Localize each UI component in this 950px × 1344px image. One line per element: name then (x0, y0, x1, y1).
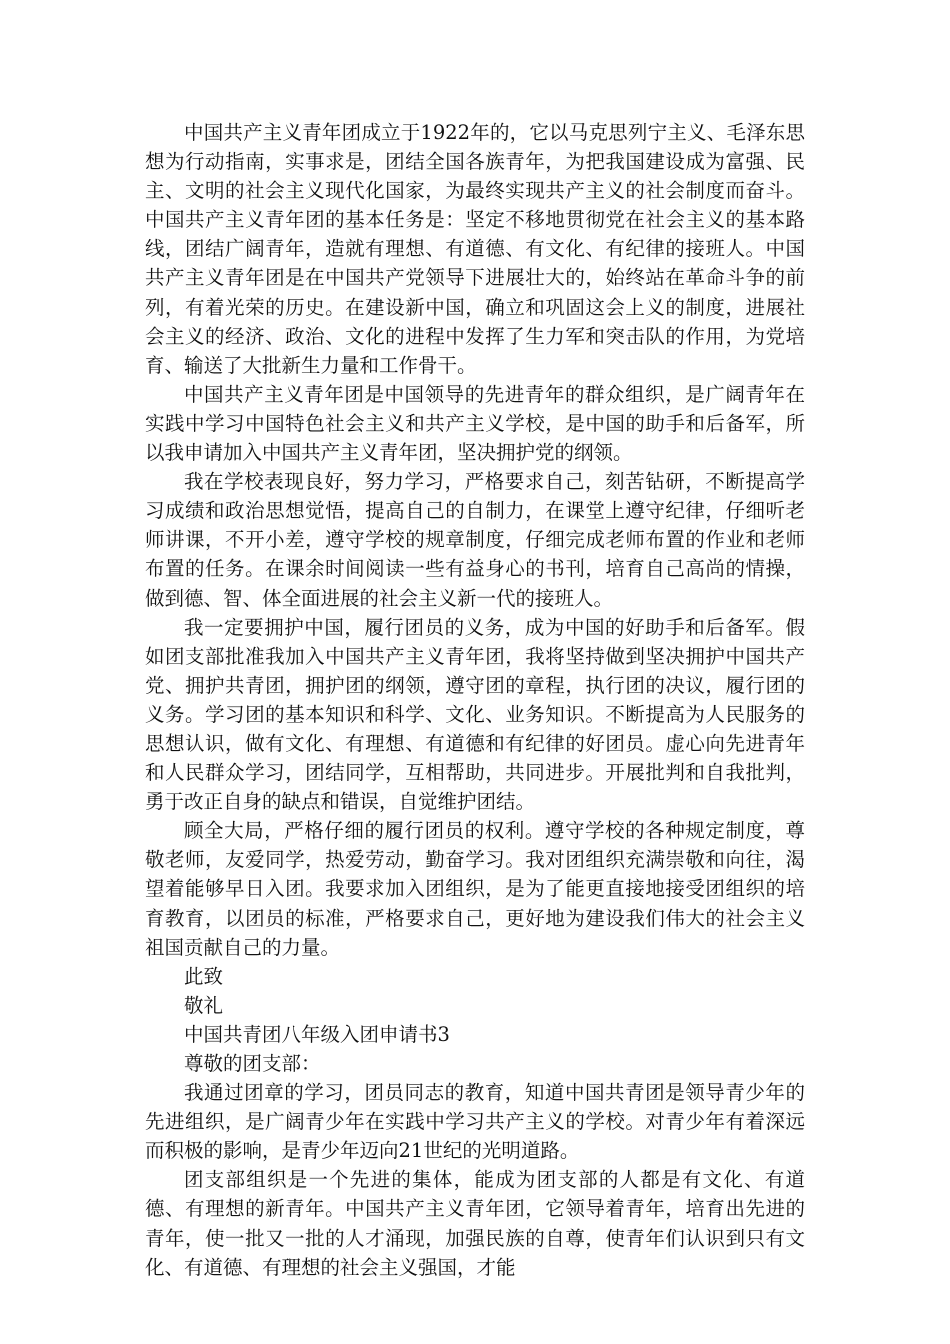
paragraph-2: 中国共产主义青年团是中国领导的先进青年的群众组织，是广阔青年在实践中学习中国特色社会主义和共产主义学校，是中国的助手和后备军，所以我申请加入中国共产主义青年团，坚决拥护党的纲领。 (145, 382, 805, 465)
document-body (145, 118, 805, 1282)
paragraph-4: 我一定要拥护中国，履行团员的义务，成为中国的好助手和后备军。假如团支部批准我加入中国共产主义青年团，我将坚持做到坚决拥护中国共产党、拥护共青团，拥护团的纲领，遵守团的章程，执行团的决议，履行团的义务。学习团的基本知识和科学、文化、业务知识。不断提高为人民服务的思想认识，做有文化、有理想、有道德和有纪律的好团员。虚心向先进青年和人民群众学习，团结同学，互相帮助，共同进步。开展批判和自我批判，勇于改正自身的缺点和错误，自觉维护团结。 (145, 615, 805, 814)
salutation: 尊敬的团支部： (184, 1052, 321, 1075)
closing-ci-zhi: 此致 (184, 964, 224, 988)
paragraph-3: 我在学校表现良好，努力学习，严格要求自己，刻苦钻研，不断提高学习成绩和政治思想觉悟，提高自己的自制力，在课堂上遵守纪律，仔细听老师讲课，不开小差，遵守学校的规章制度，仔细完成老师布置的作业和老师布置的任务。在课余时间阅读一些有益身心的书刊，培育自己高尚的情操，做到德、智、体全面进展的社会主义新一代的接班人。 (145, 470, 805, 610)
section-title: 中国共青团八年级入团申请书3 (184, 1022, 450, 1046)
paragraph-1: 中国共产主义青年团成立于1922年的，它以马克思列宁主义、毛泽东思想为行动指南，实事求是，团结全国各族青年，为把我国建设成为富强、民主、文明的社会主义现代化国家，为最终实现共产主义的社会制度而奋斗。中国共产主义青年团的基本任务是：坚定不移地贯彻党在社会主义的基本路线，团结广阔青年，造就有理想、有道德、有文化、有纪律的接班人。中国共产主义青年团是在中国共产党领导下进展壮大的，始终站在革命斗争的前列，有着光荣的历史。在建设新中国，确立和巩固这会上义的制度，进展社会主义的经济、政治、文化的进程中发挥了生力军和突击队的作用，为党培育、输送了大批新生力量和工作骨干。 (145, 121, 805, 377)
paragraph-7: 团支部组织是一个先进的集体，能成为团支部的人都是有文化、有道德、有理想的新青年。中国共产主义青年团，它领导着青年，培育出先进的青年，使一批又一批的人才涌现，加强民族的自尊，使青年们认识到只有文化、有道德、有理想的社会主义强国，才能 (145, 1168, 805, 1279)
closing-jing-li: 敬礼 (184, 993, 224, 1017)
paragraph-6: 我通过团章的学习，团员同志的教育，知道中国共青团是领导青少年的先进组织，是广阔青少年在实践中学习共产主义的学校。对青少年有着深远而积极的影响，是青少年迈向21世纪的光明道路。 (145, 1081, 805, 1163)
paragraph-5: 顾全大局，严格仔细的履行团员的权利。遵守学校的各种规定制度，尊敬老师，友爱同学，热爱劳动，勤奋学习。我对团组织充满崇敬和向往，渴望着能够早日入团。我要求加入团组织，是为了能更直接地接受团组织的培育教育，以团员的标准，严格要求自己，更好地为建设我们伟大的社会主义祖国贡献自己的力量。 (145, 819, 805, 959)
